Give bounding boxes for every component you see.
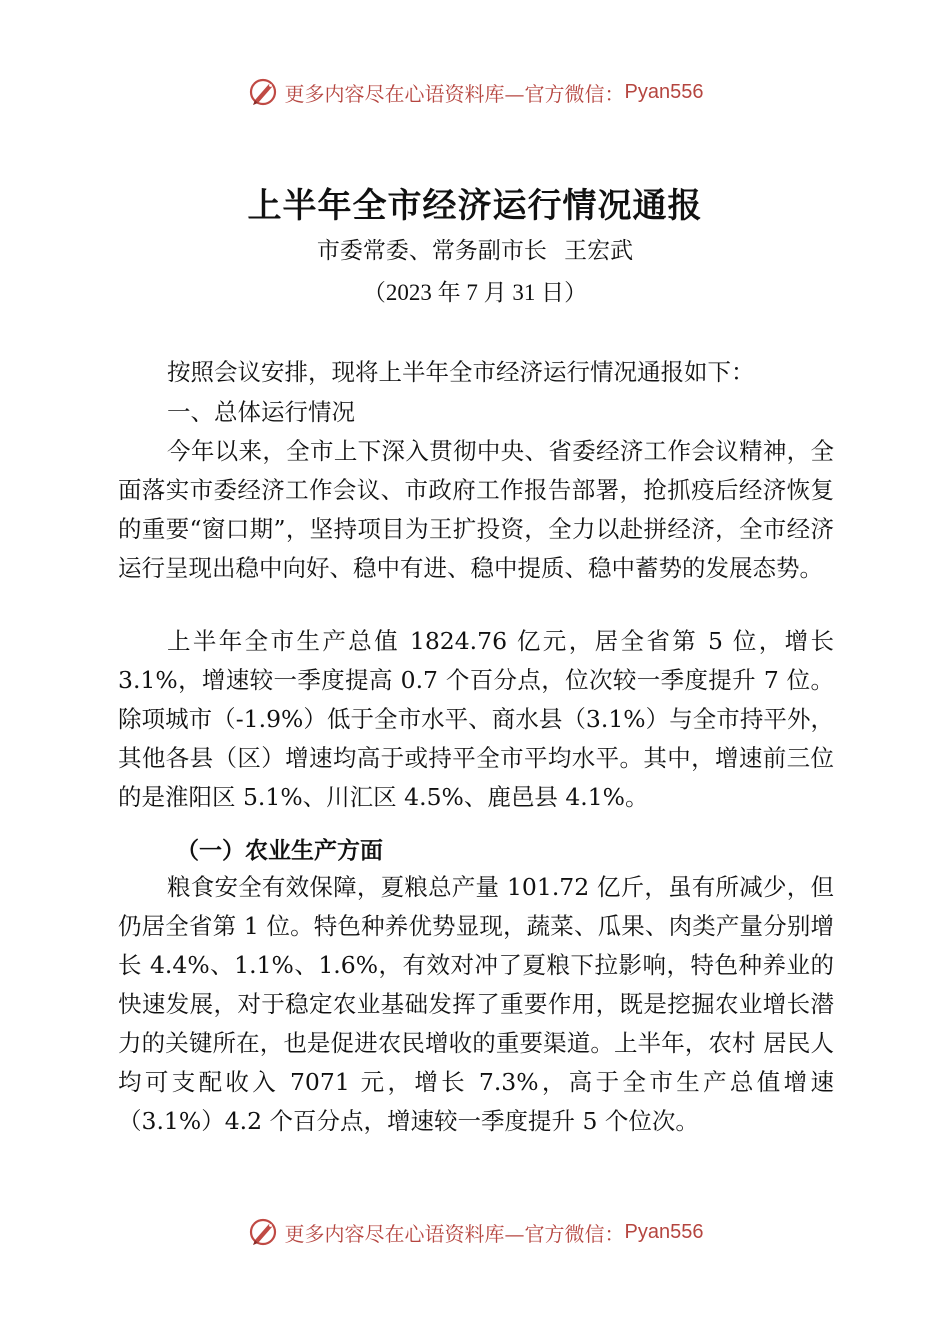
document-title: 上半年全市经济运行情况通报 [247,186,703,226]
overview-paragraph: 今年以来，全市上下深入贯彻中央、省委经济工作会议精神，全面落实市委经济工作会议、市政府工作报告部署，抢抓疫后经济恢复的重要“窗口期”，坚持项目为王扩投资，全力以赴拼经济，全市经济运行呈现出稳中向好、稳中有进、稳中提质、稳中蓄势的发展态势。 [118,437,834,582]
pen-nib-logo-icon [247,76,279,108]
document-date: （2023 年 7 月 31 日） [362,280,588,305]
watermark-text: 更多内容尽在心语资料库—官方微信： [284,1221,625,1246]
section-heading: 一、总体运行情况 [167,398,355,426]
pen-nib-logo-icon [247,1216,279,1248]
agriculture-paragraph: 粮食安全有效保障，夏粮总产量 101.72 亿斤，虽有所减少，但仍居全省第 1 位。特色种养优势显现，蔬菜、瓜果、肉类产量分别增长 4.4%、1.1%、1.6%，有效对冲了夏粮下拉影响，特色种养业的快速发展，对于稳定农业基础发挥了重要作用，既是挖掘农业增长潜力的关键所在，也是促进农民增收的重要渠道。上半年，农村 居民人均可支配收入 7071 元，增长 7.3%，高于全市生产总值增速（3.1%）4.2 个百分点，增速较一季度提升 5 个位次。 [118,873,834,1135]
watermark-handle: Pyan556 [624,80,704,103]
intro-paragraph: 按照会议安排，现将上半年全市经济运行情况通报如下： [167,358,755,386]
watermark-text: 更多内容尽在心语资料库—官方微信： [284,81,625,106]
document-author: 市委常委、常务副市长 王宏武 [316,238,634,264]
watermark-banner-top [0,72,950,112]
agriculture-heading: （一）农业生产方面 [176,838,383,864]
gdp-paragraph: 上半年全市生产总值 1824.76 亿元，居全省第 5 位，增长 3.1%，增速较一季度提高 0.7 个百分点，位次较一季度提升 7 位。除项城市（-1.9%）低于全市水平、商水县（3.1%）与全市持平外，其他各县（区）增速均高于或持平全市平均水平。其中，增速前三位的是淮阳区 5.1%、川汇区 4.5%、鹿邑县 4.1%。 [118,627,834,811]
watermark-handle: Pyan556 [624,1220,704,1243]
watermark-banner-bottom [0,1212,950,1252]
